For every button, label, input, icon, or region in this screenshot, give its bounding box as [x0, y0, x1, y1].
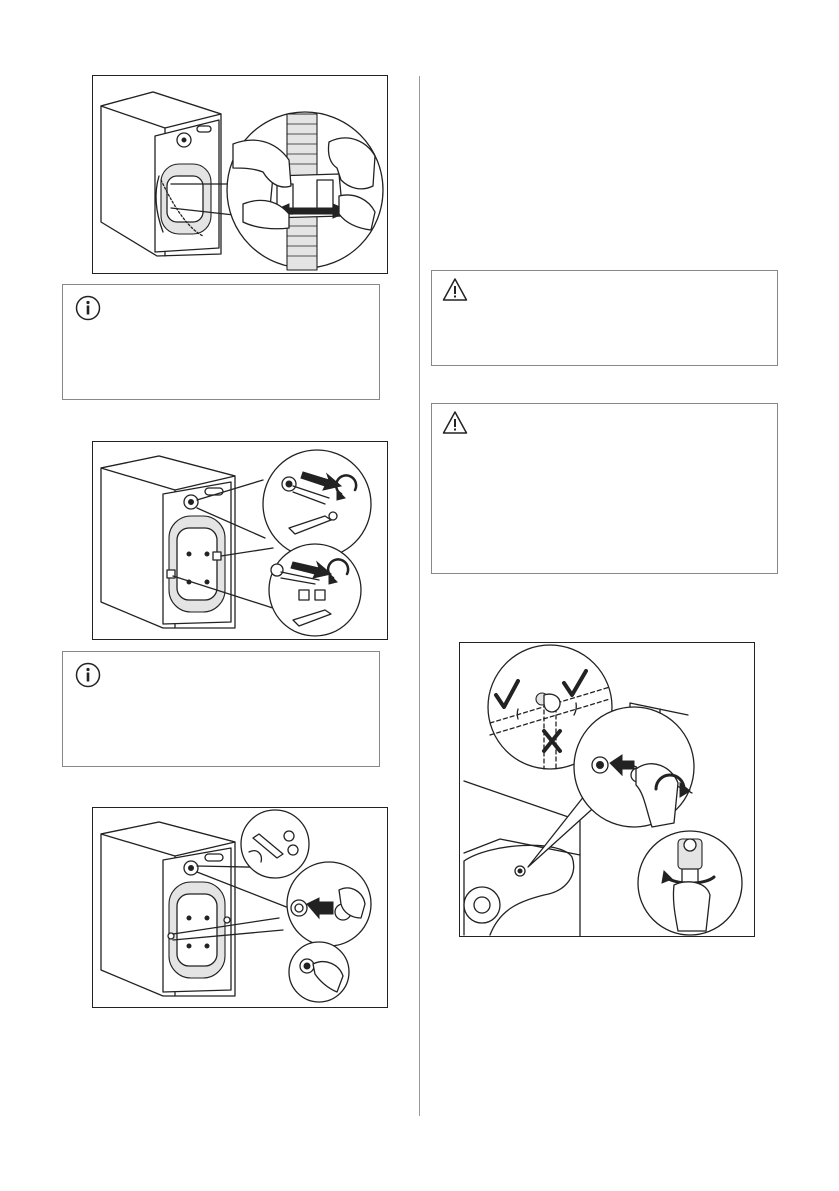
warning-note-1 [431, 270, 778, 366]
info-note-1 [62, 284, 380, 400]
figure-plastic-caps-insert [92, 807, 388, 1008]
figure-transit-bracket-removal [92, 75, 388, 274]
info-icon [75, 295, 101, 321]
warning-icon [442, 410, 468, 436]
figure-transit-bolts-removal [92, 441, 388, 640]
inlet-hose-tap-illustration [460, 643, 754, 936]
info-note-2 [62, 651, 380, 767]
warning-icon [442, 277, 468, 303]
info-icon [75, 662, 101, 688]
warning-note-2 [431, 403, 778, 574]
hole-cap-illustration [93, 808, 387, 1007]
transit-bracket-illustration [93, 76, 387, 273]
column-divider [419, 76, 420, 1116]
wrench-bolt-illustration [93, 442, 387, 639]
figure-inlet-hose-connection [459, 642, 755, 937]
